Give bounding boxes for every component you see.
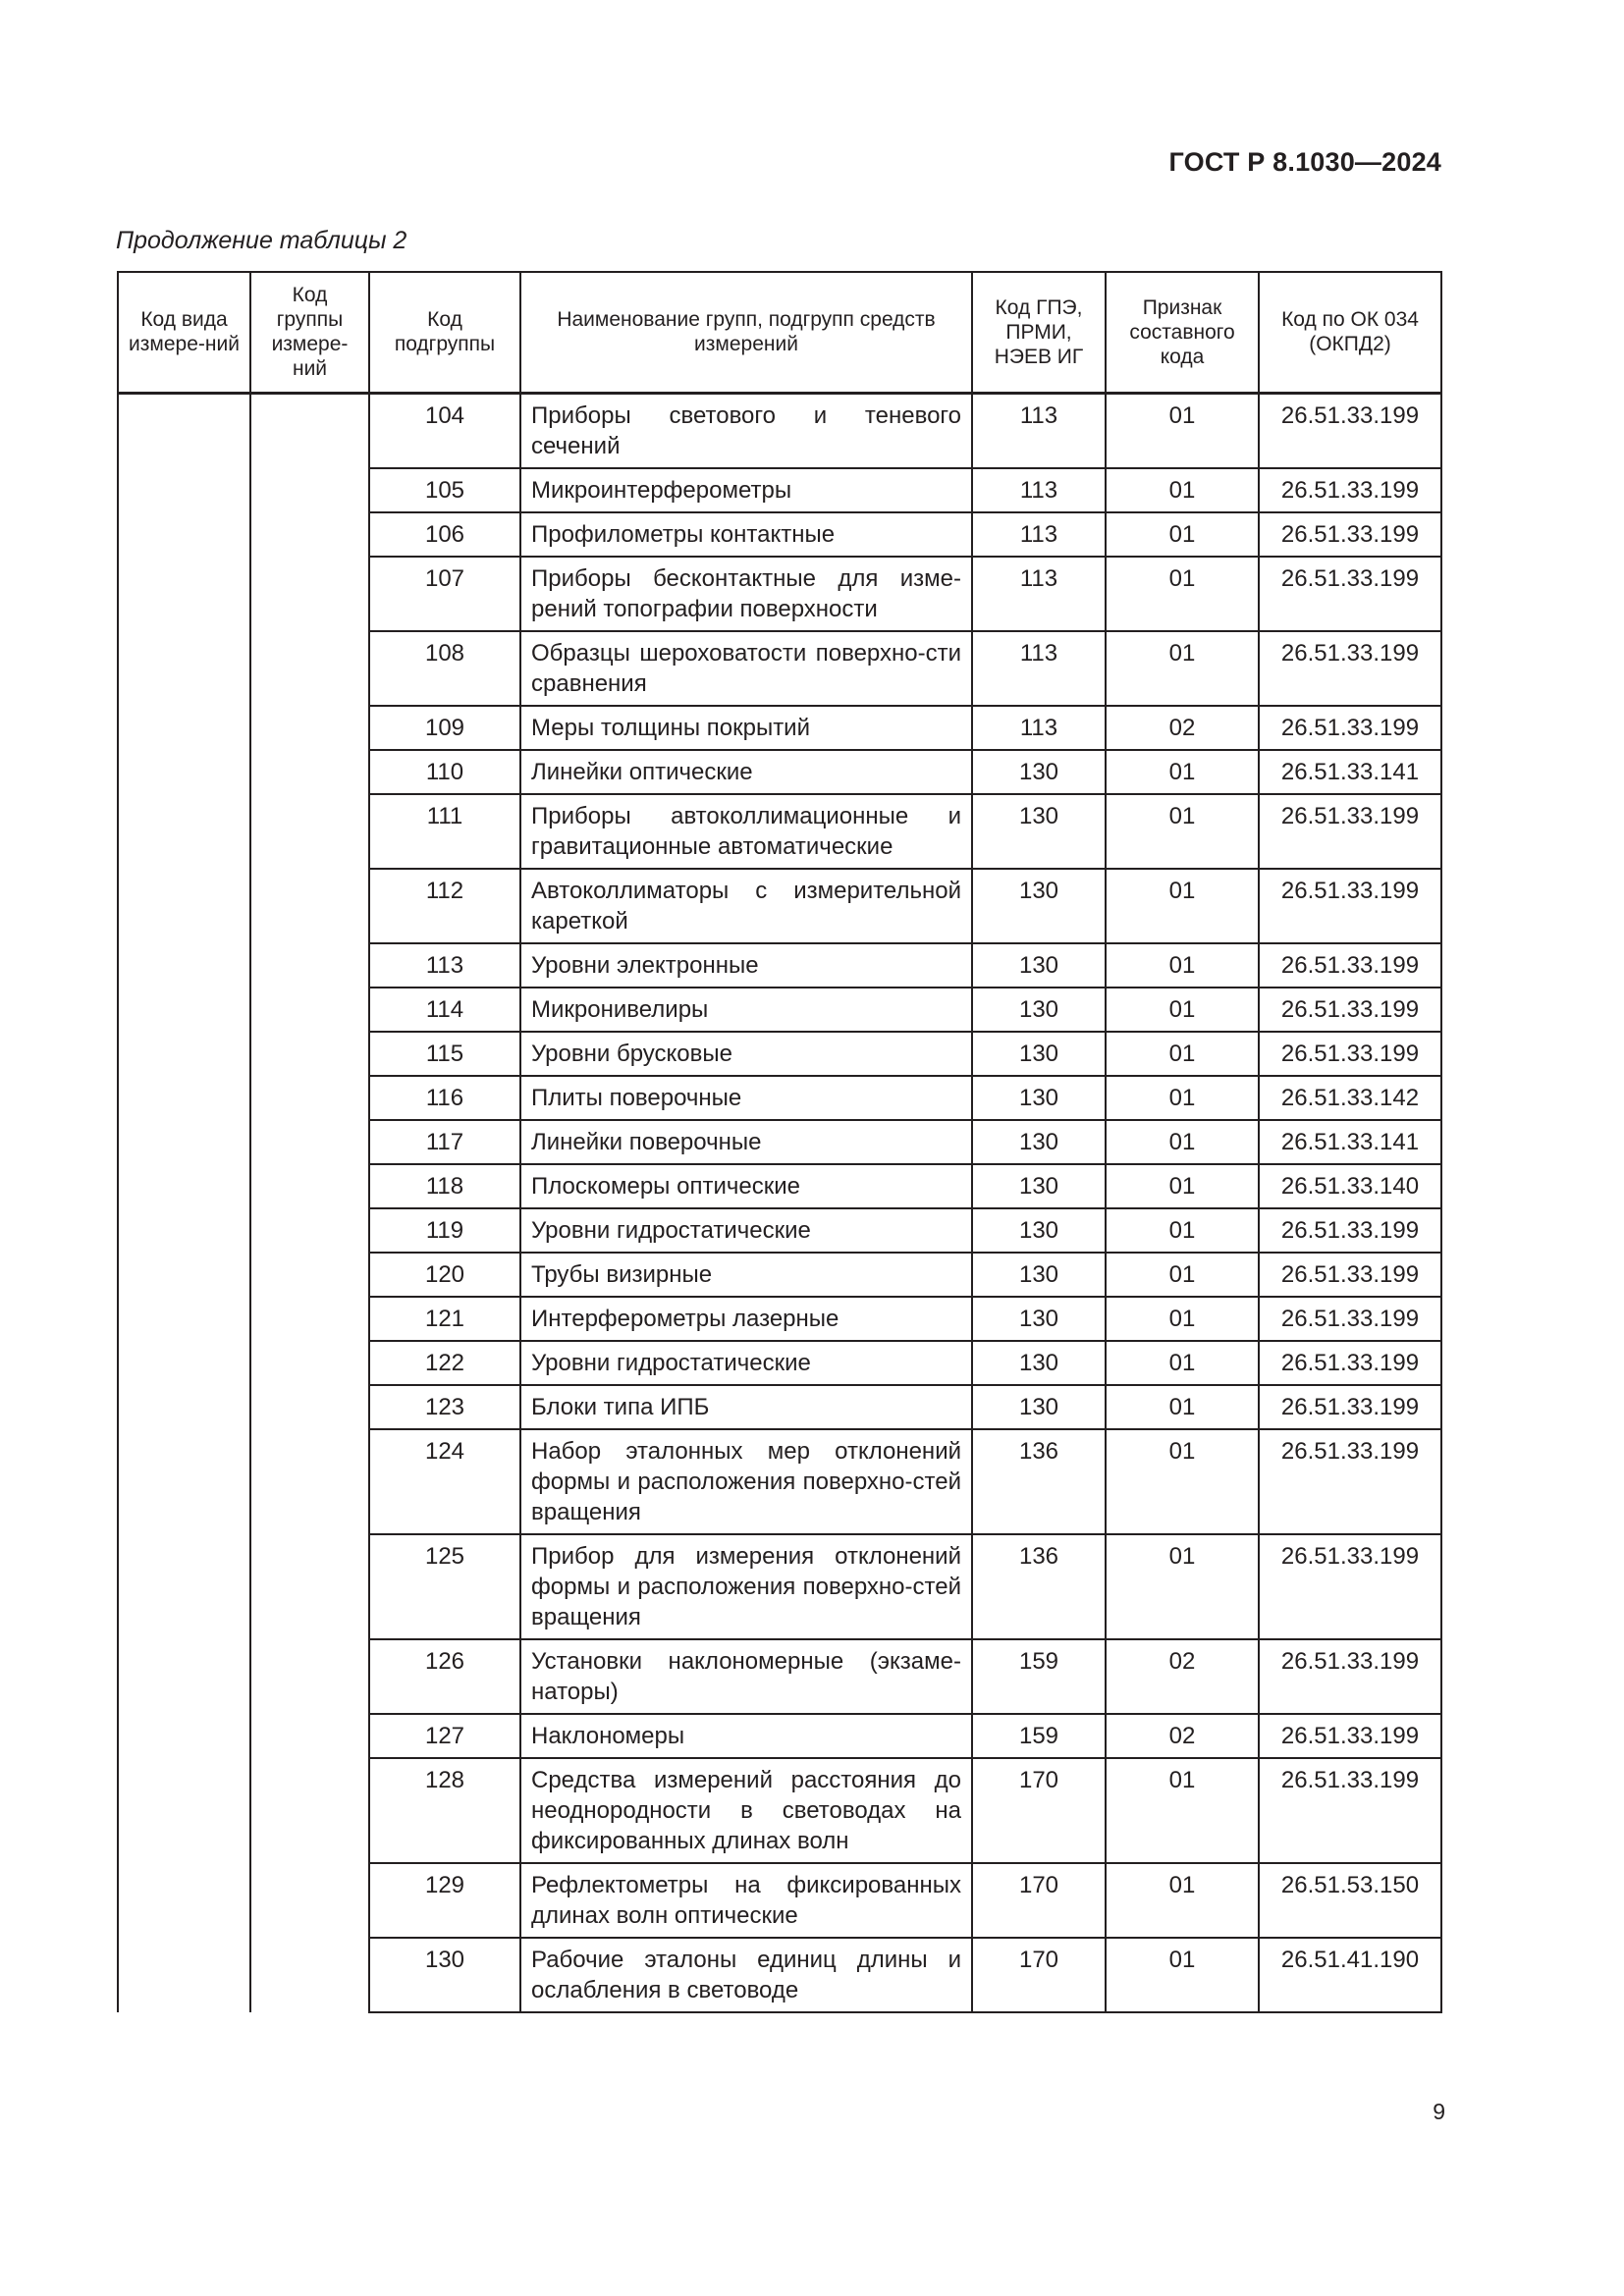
cell-measurement-type — [118, 1714, 250, 1758]
table-row — [118, 1120, 1441, 1164]
cell-measurement-group — [250, 1938, 369, 2012]
cell-composite-flag: 01 — [1106, 468, 1259, 512]
cell-composite-flag: 01 — [1106, 943, 1259, 988]
cell-subgroup-code: 117 — [369, 1120, 520, 1164]
cell-gpe-code: 130 — [972, 1164, 1106, 1208]
cell-subgroup-code: 114 — [369, 988, 520, 1032]
cell-gpe-code: 130 — [972, 1385, 1106, 1429]
cell-okpd-code: 26.51.33.199 — [1259, 1714, 1441, 1758]
cell-okpd-code: 26.51.33.141 — [1259, 1120, 1441, 1164]
cell-okpd-code: 26.51.33.199 — [1259, 1297, 1441, 1341]
cell-okpd-code: 26.51.33.199 — [1259, 988, 1441, 1032]
cell-measurement-group — [250, 468, 369, 512]
cell-composite-flag: 01 — [1106, 1253, 1259, 1297]
table-row — [118, 869, 1441, 943]
table-row — [118, 1208, 1441, 1253]
cell-measurement-group — [250, 1385, 369, 1429]
cell-measurement-group — [250, 750, 369, 794]
cell-composite-flag: 01 — [1106, 988, 1259, 1032]
cell-subgroup-code: 108 — [369, 631, 520, 706]
cell-measurement-group — [250, 1341, 369, 1385]
cell-measurement-type — [118, 468, 250, 512]
cell-measurement-type — [118, 1758, 250, 1863]
cell-measurement-group — [250, 794, 369, 869]
cell-measurement-group — [250, 706, 369, 750]
cell-measurement-type — [118, 1032, 250, 1076]
table-row — [118, 557, 1441, 631]
table-row — [118, 512, 1441, 557]
cell-composite-flag: 01 — [1106, 1164, 1259, 1208]
cell-name: Приборы автоколлимационные и гравитационные автоматические — [520, 794, 972, 869]
cell-name: Прибор для измерения отклонений формы и расположения поверхно-стей вращения — [520, 1534, 972, 1639]
cell-okpd-code: 26.51.33.199 — [1259, 1208, 1441, 1253]
cell-subgroup-code: 111 — [369, 794, 520, 869]
table-body — [118, 393, 1441, 2012]
cell-measurement-type — [118, 512, 250, 557]
cell-composite-flag: 01 — [1106, 1076, 1259, 1120]
cell-measurement-type — [118, 988, 250, 1032]
cell-gpe-code: 130 — [972, 794, 1106, 869]
cell-measurement-type — [118, 1534, 250, 1639]
cell-name: Микронивелиры — [520, 988, 972, 1032]
cell-okpd-code: 26.51.33.199 — [1259, 1429, 1441, 1534]
cell-okpd-code: 26.51.33.199 — [1259, 631, 1441, 706]
cell-okpd-code: 26.51.33.199 — [1259, 1758, 1441, 1863]
cell-composite-flag: 01 — [1106, 1429, 1259, 1534]
cell-okpd-code: 26.51.33.199 — [1259, 706, 1441, 750]
table-row — [118, 1429, 1441, 1534]
cell-okpd-code: 26.51.33.199 — [1259, 1639, 1441, 1714]
cell-gpe-code: 113 — [972, 706, 1106, 750]
cell-composite-flag: 01 — [1106, 1385, 1259, 1429]
cell-subgroup-code: 105 — [369, 468, 520, 512]
cell-composite-flag: 01 — [1106, 1341, 1259, 1385]
cell-gpe-code: 113 — [972, 393, 1106, 468]
cell-measurement-group — [250, 943, 369, 988]
col-header-subgroup: Код подгруппы — [369, 272, 520, 393]
cell-okpd-code: 26.51.33.199 — [1259, 393, 1441, 468]
cell-gpe-code: 130 — [972, 1120, 1106, 1164]
table-row — [118, 1714, 1441, 1758]
cell-composite-flag: 01 — [1106, 1758, 1259, 1863]
cell-composite-flag: 02 — [1106, 1714, 1259, 1758]
cell-measurement-type — [118, 1639, 250, 1714]
cell-measurement-group — [250, 1714, 369, 1758]
cell-okpd-code: 26.51.33.142 — [1259, 1076, 1441, 1120]
table-row — [118, 631, 1441, 706]
cell-measurement-type — [118, 1341, 250, 1385]
cell-gpe-code: 130 — [972, 750, 1106, 794]
cell-name: Автоколлиматоры с измерительной кареткой — [520, 869, 972, 943]
cell-measurement-type — [118, 1253, 250, 1297]
cell-composite-flag: 01 — [1106, 1534, 1259, 1639]
table-row — [118, 393, 1441, 468]
cell-okpd-code: 26.51.33.199 — [1259, 1253, 1441, 1297]
table-row — [118, 943, 1441, 988]
page-number: 9 — [1433, 2099, 1445, 2124]
cell-subgroup-code: 125 — [369, 1534, 520, 1639]
cell-gpe-code: 136 — [972, 1534, 1106, 1639]
cell-gpe-code: 113 — [972, 468, 1106, 512]
cell-subgroup-code: 123 — [369, 1385, 520, 1429]
cell-okpd-code: 26.51.33.199 — [1259, 943, 1441, 988]
cell-measurement-type — [118, 1863, 250, 1938]
cell-gpe-code: 130 — [972, 869, 1106, 943]
cell-measurement-type — [118, 1076, 250, 1120]
cell-composite-flag: 01 — [1106, 1863, 1259, 1938]
cell-measurement-group — [250, 393, 369, 468]
cell-measurement-group — [250, 1076, 369, 1120]
col-header-composite-flag: Признак составного кода — [1106, 272, 1259, 393]
cell-subgroup-code: 116 — [369, 1076, 520, 1120]
cell-name: Блоки типа ИПБ — [520, 1385, 972, 1429]
cell-okpd-code: 26.51.33.199 — [1259, 512, 1441, 557]
cell-subgroup-code: 106 — [369, 512, 520, 557]
cell-name: Микроинтерферометры — [520, 468, 972, 512]
cell-subgroup-code: 120 — [369, 1253, 520, 1297]
cell-name: Приборы светового и теневого сечений — [520, 393, 972, 468]
cell-okpd-code: 26.51.33.199 — [1259, 1534, 1441, 1639]
cell-measurement-group — [250, 1429, 369, 1534]
cell-name: Уровни гидростатические — [520, 1208, 972, 1253]
cell-gpe-code: 130 — [972, 1032, 1106, 1076]
cell-subgroup-code: 104 — [369, 393, 520, 468]
cell-name: Профилометры контактные — [520, 512, 972, 557]
cell-gpe-code: 130 — [972, 1076, 1106, 1120]
cell-measurement-group — [250, 1164, 369, 1208]
col-header-okpd-code: Код по ОК 034 (ОКПД2) — [1259, 272, 1441, 393]
cell-subgroup-code: 128 — [369, 1758, 520, 1863]
cell-name: Линейки оптические — [520, 750, 972, 794]
cell-gpe-code: 170 — [972, 1938, 1106, 2012]
cell-name: Образцы шероховатости поверхно-сти сравнения — [520, 631, 972, 706]
cell-okpd-code: 26.51.33.199 — [1259, 557, 1441, 631]
cell-measurement-group — [250, 512, 369, 557]
cell-name: Интерферометры лазерные — [520, 1297, 972, 1341]
cell-gpe-code: 170 — [972, 1758, 1106, 1863]
cell-measurement-type — [118, 1938, 250, 2012]
cell-name: Меры толщины покрытий — [520, 706, 972, 750]
cell-subgroup-code: 110 — [369, 750, 520, 794]
cell-subgroup-code: 109 — [369, 706, 520, 750]
cell-okpd-code: 26.51.33.199 — [1259, 468, 1441, 512]
table-header-row — [118, 272, 1441, 393]
cell-measurement-type — [118, 631, 250, 706]
cell-measurement-group — [250, 869, 369, 943]
table-row — [118, 1385, 1441, 1429]
cell-name: Наклономеры — [520, 1714, 972, 1758]
table-row — [118, 706, 1441, 750]
cell-subgroup-code: 121 — [369, 1297, 520, 1341]
cell-gpe-code: 113 — [972, 631, 1106, 706]
col-header-gpe-code: Код ГПЭ, ПРМИ, НЭЕВ ИГ — [972, 272, 1106, 393]
cell-measurement-type — [118, 393, 250, 468]
cell-measurement-group — [250, 1120, 369, 1164]
cell-subgroup-code: 126 — [369, 1639, 520, 1714]
cell-measurement-group — [250, 1208, 369, 1253]
cell-okpd-code: 26.51.33.140 — [1259, 1164, 1441, 1208]
cell-composite-flag: 01 — [1106, 557, 1259, 631]
cell-gpe-code: 130 — [972, 1297, 1106, 1341]
cell-measurement-type — [118, 794, 250, 869]
cell-measurement-type — [118, 943, 250, 988]
cell-measurement-group — [250, 988, 369, 1032]
cell-name: Линейки поверочные — [520, 1120, 972, 1164]
cell-subgroup-code: 107 — [369, 557, 520, 631]
cell-gpe-code: 159 — [972, 1714, 1106, 1758]
cell-composite-flag: 01 — [1106, 794, 1259, 869]
cell-name: Трубы визирные — [520, 1253, 972, 1297]
cell-subgroup-code: 113 — [369, 943, 520, 988]
cell-gpe-code: 130 — [972, 943, 1106, 988]
table-row — [118, 1076, 1441, 1120]
cell-measurement-group — [250, 1863, 369, 1938]
cell-gpe-code: 130 — [972, 1253, 1106, 1297]
cell-gpe-code: 130 — [972, 988, 1106, 1032]
cell-subgroup-code: 124 — [369, 1429, 520, 1534]
cell-okpd-code: 26.51.33.199 — [1259, 869, 1441, 943]
table-caption: Продолжение таблицы 2 — [116, 227, 407, 254]
cell-measurement-type — [118, 869, 250, 943]
cell-gpe-code: 130 — [972, 1341, 1106, 1385]
cell-name: Приборы бесконтактные для изме-рений топографии поверхности — [520, 557, 972, 631]
cell-measurement-group — [250, 1032, 369, 1076]
cell-name: Плоскомеры оптические — [520, 1164, 972, 1208]
cell-composite-flag: 01 — [1106, 1297, 1259, 1341]
cell-measurement-type — [118, 1208, 250, 1253]
cell-okpd-code: 26.51.33.199 — [1259, 794, 1441, 869]
cell-name: Рабочие эталоны единиц длины и ослабления в световоде — [520, 1938, 972, 2012]
cell-composite-flag: 01 — [1106, 393, 1259, 468]
cell-composite-flag: 02 — [1106, 1639, 1259, 1714]
table-row — [118, 1341, 1441, 1385]
cell-measurement-type — [118, 557, 250, 631]
cell-measurement-group — [250, 1639, 369, 1714]
cell-composite-flag: 01 — [1106, 1938, 1259, 2012]
cell-subgroup-code: 127 — [369, 1714, 520, 1758]
col-header-measurement-group: Код группы измере-ний — [250, 272, 369, 393]
cell-measurement-type — [118, 1297, 250, 1341]
cell-subgroup-code: 130 — [369, 1938, 520, 2012]
cell-composite-flag: 01 — [1106, 1208, 1259, 1253]
cell-okpd-code: 26.51.33.199 — [1259, 1032, 1441, 1076]
document-id: ГОСТ Р 8.1030—2024 — [1168, 147, 1441, 177]
table-row — [118, 1938, 1441, 2012]
table-row — [118, 1297, 1441, 1341]
cell-measurement-type — [118, 750, 250, 794]
cell-okpd-code: 26.51.33.199 — [1259, 1341, 1441, 1385]
cell-name: Плиты поверочные — [520, 1076, 972, 1120]
cell-measurement-type — [118, 1429, 250, 1534]
col-header-measurement-type: Код вида измере-ний — [118, 272, 250, 393]
table-row — [118, 1253, 1441, 1297]
cell-name: Набор эталонных мер отклонений формы и расположения поверхно-стей вращения — [520, 1429, 972, 1534]
cell-okpd-code: 26.51.53.150 — [1259, 1863, 1441, 1938]
cell-composite-flag: 01 — [1106, 631, 1259, 706]
cell-measurement-group — [250, 1758, 369, 1863]
table-row — [118, 750, 1441, 794]
cell-gpe-code: 159 — [972, 1639, 1106, 1714]
col-header-name: Наименование групп, подгрупп средств измерений — [520, 272, 972, 393]
cell-subgroup-code: 115 — [369, 1032, 520, 1076]
table-row — [118, 1032, 1441, 1076]
cell-okpd-code: 26.51.41.190 — [1259, 1938, 1441, 2012]
cell-name: Установки наклономерные (экзаме-наторы) — [520, 1639, 972, 1714]
cell-measurement-type — [118, 706, 250, 750]
cell-composite-flag: 02 — [1106, 706, 1259, 750]
cell-subgroup-code: 122 — [369, 1341, 520, 1385]
cell-gpe-code: 113 — [972, 512, 1106, 557]
cell-name: Уровни электронные — [520, 943, 972, 988]
cell-gpe-code: 130 — [972, 1208, 1106, 1253]
cell-name: Средства измерений расстояния до неоднородности в световодах на фиксированных длинах волн — [520, 1758, 972, 1863]
cell-subgroup-code: 119 — [369, 1208, 520, 1253]
cell-composite-flag: 01 — [1106, 512, 1259, 557]
classifier-table — [117, 271, 1442, 2013]
cell-composite-flag: 01 — [1106, 1120, 1259, 1164]
table-row — [118, 988, 1441, 1032]
cell-subgroup-code: 112 — [369, 869, 520, 943]
cell-subgroup-code: 118 — [369, 1164, 520, 1208]
cell-okpd-code: 26.51.33.199 — [1259, 1385, 1441, 1429]
cell-measurement-group — [250, 1253, 369, 1297]
cell-okpd-code: 26.51.33.141 — [1259, 750, 1441, 794]
table-row — [118, 1758, 1441, 1863]
table-row — [118, 1639, 1441, 1714]
table-row — [118, 1164, 1441, 1208]
cell-gpe-code: 113 — [972, 557, 1106, 631]
cell-gpe-code: 136 — [972, 1429, 1106, 1534]
cell-measurement-type — [118, 1120, 250, 1164]
cell-measurement-type — [118, 1385, 250, 1429]
table-row — [118, 1534, 1441, 1639]
cell-gpe-code: 170 — [972, 1863, 1106, 1938]
cell-composite-flag: 01 — [1106, 1032, 1259, 1076]
table-row — [118, 1863, 1441, 1938]
cell-composite-flag: 01 — [1106, 869, 1259, 943]
cell-subgroup-code: 129 — [369, 1863, 520, 1938]
table-row — [118, 794, 1441, 869]
cell-name: Уровни брусковые — [520, 1032, 972, 1076]
cell-measurement-group — [250, 557, 369, 631]
cell-measurement-group — [250, 1534, 369, 1639]
cell-name: Рефлектометры на фиксированных длинах волн оптические — [520, 1863, 972, 1938]
cell-measurement-group — [250, 1297, 369, 1341]
cell-name: Уровни гидростатические — [520, 1341, 972, 1385]
table-row — [118, 468, 1441, 512]
cell-measurement-type — [118, 1164, 250, 1208]
cell-composite-flag: 01 — [1106, 750, 1259, 794]
cell-measurement-group — [250, 631, 369, 706]
